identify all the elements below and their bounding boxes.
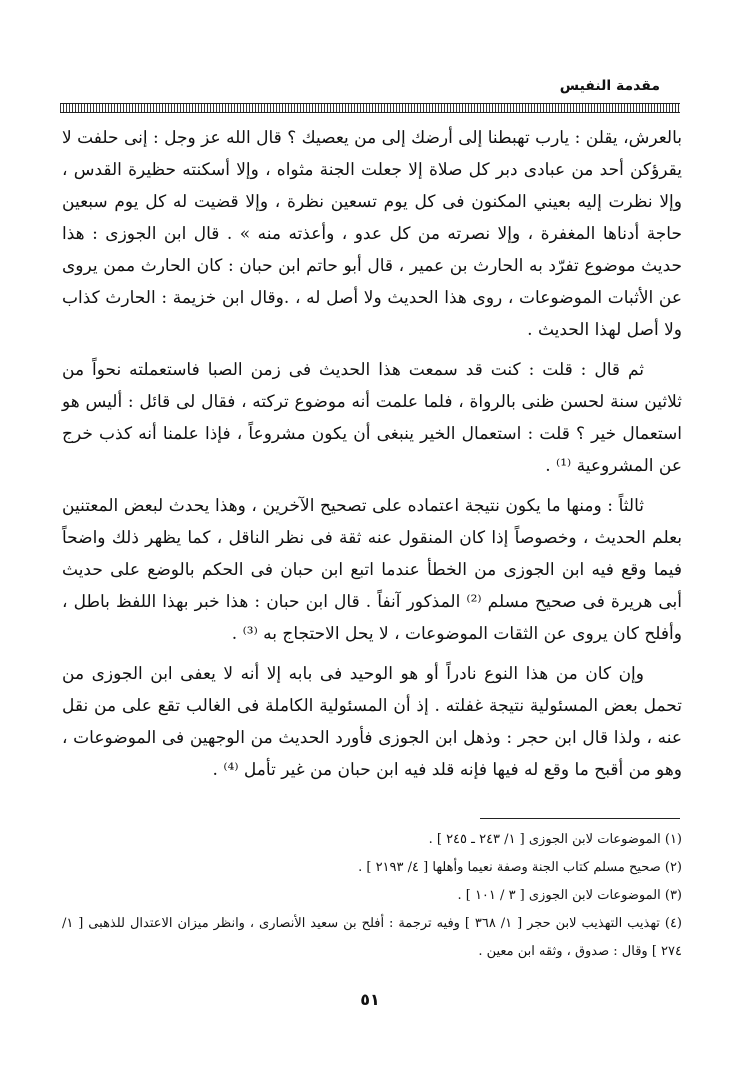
footnote: (٤) تهذيب التهذيب لابن حجر [ ١/ ٣٦٨ ] وفيه ترجمة : أفلح بن سعيد الأنصارى ، وانظر ميزان الاعتدال للذهبى [ ١/ ٢٧٤ ] وقال : صدوق ، وثقه ابن معين . [62,916,682,959]
header-decorative-rule [60,103,680,113]
body-paragraph: بالعرش، يقلن : يارب تهبطنا إلى أرضك إلى من يعصيك ؟ قال الله عز وجل : إنى حلفت لا يقرؤكن أحد من عبادى دبر كل صلاة إلا جعلت الجنة مثواه ، وإلا أسكنته حظيرة القدس ، وإلا نظرت إليه بعيني المكنون فى كل يوم تسعين نظرة ، وإلا قضيت له كل يوم سبعين حاجة أدناها المغفرة ، وإلا نصرته من كل عدو ، وأعذته منه » . قال ابن الجوزى : هذا حديث موضوع تفرّد به الحارث بن عمير ، قال أبو حاتم ابن حبان : كان الحارث ممن يروى عن الأثبات الموضوعات ، روى هذا الحديث ولا أصل له ، .وقال ابن خزيمة : الحارث كذاب ولا أصل لهذا الحديث . [62,128,682,340]
body-paragraph: ثم قال : قلت : كنت قد سمعت هذا الحديث فى زمن الصبا فاستعملته نحواً من ثلاثين سنة لحسن ظنى بالرواة ، فلما علمت أنه موضوع تركته ، فقال لى قائل : أليس هو استعمال خير ؟ قلت : استعمال الخير ينبغى أن يكون مشروعاً ، فإذا علمنا أنه كذب خرج عن المشروعية ⁽¹⁾ . [62,360,682,476]
footnote: (٢) صحيح مسلم كتاب الجنة وصفة نعيما وأهلها [ ٤/ ٢١٩٣ ] . [358,860,682,875]
main-body-text [62,122,682,794]
footnote: (١) الموضوعات لابن الجوزى [ ١/ ٢٤٣ ـ ٢٤٥ ] . [428,832,682,847]
footnote: (٣) الموضوعات لابن الجوزى [ ٣ / ١٠١ ] . [457,888,682,903]
page-number: ٥١ [360,990,380,1009]
body-paragraph: ثالثاً : ومنها ما يكون نتيجة اعتماده على تصحيح الآخرين ، وهذا يحدث لبعض المعتنين بعلم الحديث ، وخصوصاً إذا كان المنقول عنه ثقة فى نظر الناقل ، كما يظهر ذلك واضحاً فيما وقع فيه ابن الجوزى من الخطأ عندما اتبع ابن حبان فى الحكم بالوضع على حديث أبى هريرة فى صحيح مسلم ⁽²⁾ المذكور آنفاً . قال ابن حبان : هذا خبر بهذا اللفظ باطل ، وأفلح كان يروى عن الثقات الموضوعات ، لا يحل الاحتجاج به ⁽³⁾ . [62,496,683,644]
footnote-separator [480,818,680,819]
footnotes-section [62,826,682,966]
running-header-title: مقدمة النفيس [559,78,660,94]
body-paragraph: وإن كان من هذا النوع نادراً أو هو الوحيد فى بابه إلا أنه لا يعفى ابن الجوزى من تحمل بعض المسئولية نتيجة غفلته . إذ أن المسئولية الكاملة فى الغالب تقع على من نقل عنه ، ولذا قال ابن حجر : وذهل ابن الجوزى فأورد الحديث من الوجهين فى الموضوعات ، وهو من أقبح ما وقع له فيها فإنه قلد فيه ابن حبان من غير تأمل ⁽⁴⁾ . [62,664,682,780]
